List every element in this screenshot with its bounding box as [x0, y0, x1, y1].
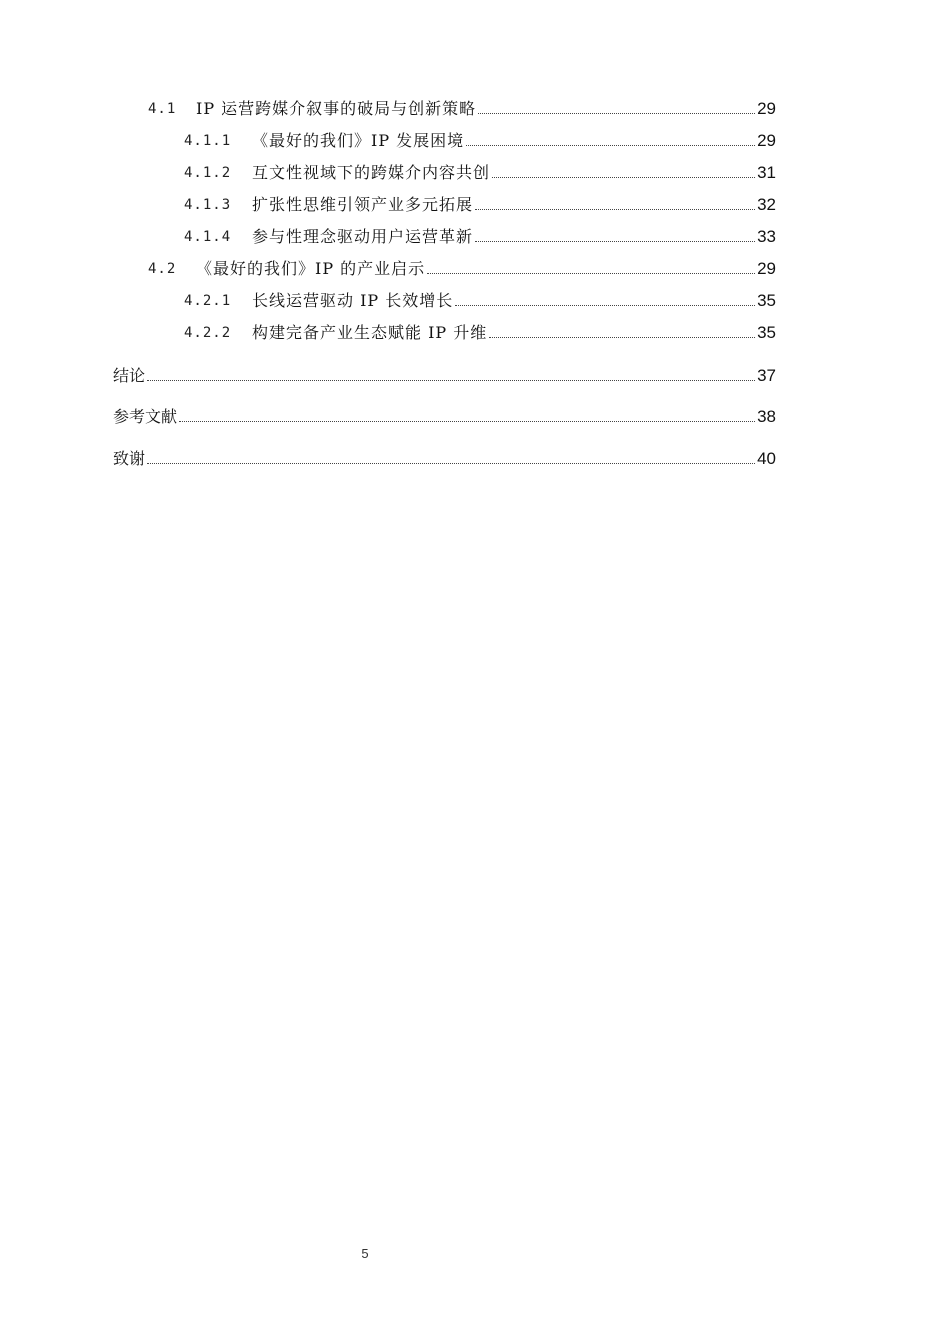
- toc-entry-title: 结论: [113, 366, 146, 385]
- toc-entry-4-1-3[interactable]: [0, 191, 776, 215]
- toc-entry-page: 35: [757, 323, 776, 342]
- toc-entry-number: 4.2.2: [184, 325, 232, 341]
- toc-entry-number: 4.2: [148, 261, 177, 277]
- toc-entry-page: 35: [757, 291, 776, 310]
- toc-entry-title: 《最好的我们》IP 的产业启示: [196, 259, 426, 278]
- dot-leader: [427, 272, 755, 274]
- toc-entry-title: 致谢: [113, 449, 146, 468]
- toc-entry-number: 4.1.4: [184, 229, 232, 245]
- toc-entry-page: 29: [757, 259, 776, 278]
- dot-leader: [455, 304, 755, 306]
- toc-entry-number: 4.1.2: [184, 165, 232, 181]
- toc-entry-acknowledgements[interactable]: [0, 445, 776, 469]
- toc-entry-title: 互文性视域下的跨媒介内容共创: [252, 163, 491, 182]
- dot-leader: [147, 462, 755, 464]
- toc-entry-title: 参与性理念驱动用户运营革新: [252, 227, 474, 246]
- dot-leader: [466, 144, 755, 146]
- toc-entry-title: 长线运营驱动 IP 长效增长: [252, 291, 454, 310]
- toc-entry-title: IP 运营跨媒介叙事的破局与创新策略: [196, 99, 477, 118]
- toc-entry-page: 29: [757, 99, 776, 118]
- toc-entry-number: 4.1: [148, 101, 177, 117]
- toc-entry-title: 扩张性思维引领产业多元拓展: [252, 195, 474, 214]
- dot-leader: [179, 420, 755, 422]
- toc-entry-conclusion[interactable]: [0, 362, 776, 386]
- toc-entry-4-1-1[interactable]: [0, 127, 776, 151]
- toc-entry-page: 29: [757, 131, 776, 150]
- toc-entry-4-1-4[interactable]: [0, 223, 776, 247]
- toc-entry-4-1-2[interactable]: [0, 159, 776, 183]
- toc-entry-4-2[interactable]: [0, 255, 776, 279]
- toc-entry-page: 40: [757, 449, 776, 468]
- toc-entry-4-1[interactable]: [0, 95, 776, 119]
- toc-entry-page: 37: [757, 366, 776, 385]
- toc-entry-references[interactable]: [0, 403, 776, 427]
- toc-entry-page: 32: [757, 195, 776, 214]
- toc-entry-4-2-1[interactable]: [0, 287, 776, 311]
- dot-leader: [147, 379, 755, 381]
- toc-entry-title: 《最好的我们》IP 发展困境: [252, 131, 465, 150]
- toc-entry-title: 构建完备产业生态赋能 IP 升维: [252, 323, 488, 342]
- dot-leader: [478, 112, 755, 114]
- dot-leader: [489, 336, 755, 338]
- toc-entry-page: 33: [757, 227, 776, 246]
- toc-entry-title: 参考文献: [113, 407, 178, 426]
- toc-entry-page: 38: [757, 407, 776, 426]
- toc-entry-number: 4.2.1: [184, 293, 232, 309]
- toc-entry-number: 4.1.1: [184, 133, 232, 149]
- page-number: 5: [361, 1246, 369, 1261]
- dot-leader: [475, 240, 755, 242]
- dot-leader: [475, 208, 755, 210]
- dot-leader: [492, 176, 755, 178]
- toc-entry-page: 31: [757, 163, 776, 182]
- toc-entry-4-2-2[interactable]: [0, 319, 776, 343]
- toc-entry-number: 4.1.3: [184, 197, 232, 213]
